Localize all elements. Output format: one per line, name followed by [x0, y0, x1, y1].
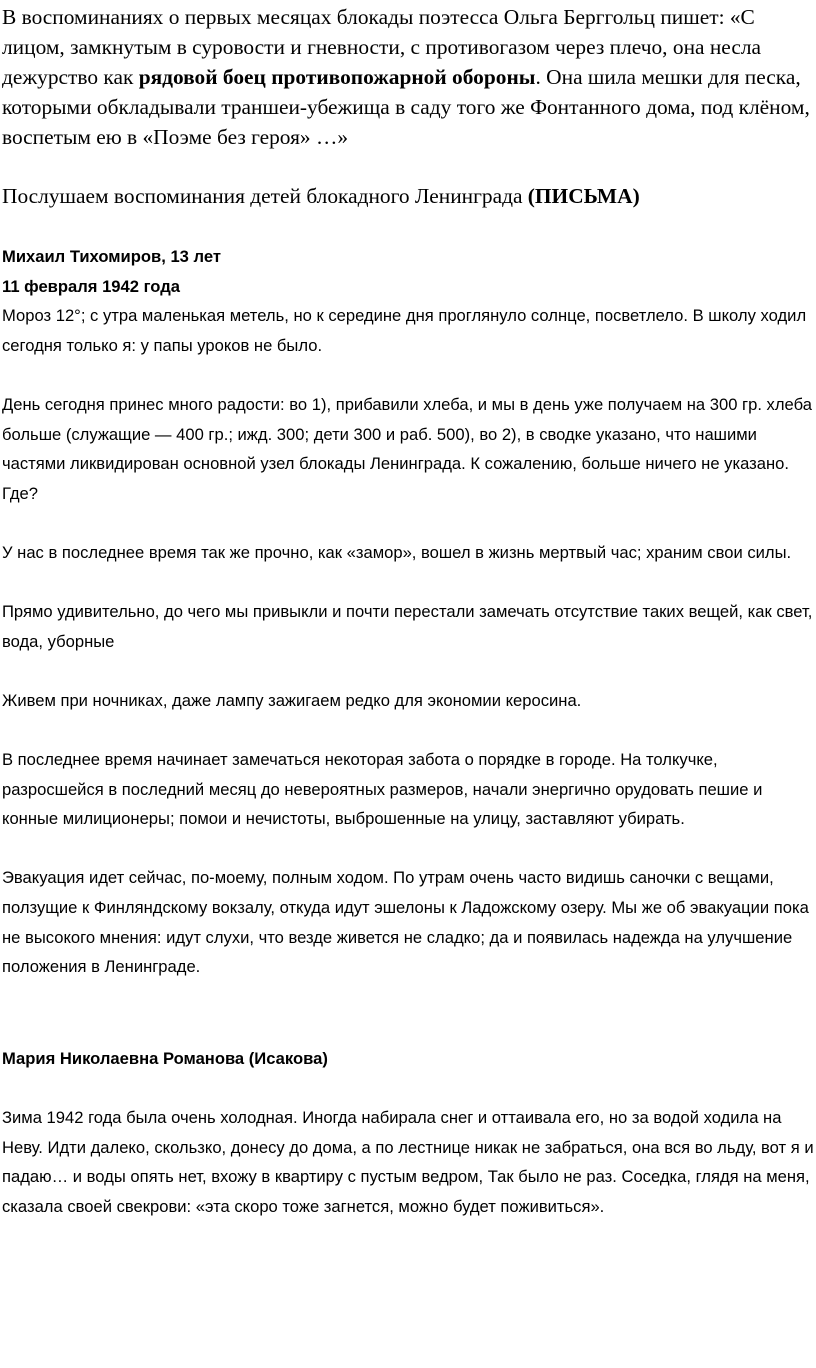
author1-paragraph-6: В последнее время начинает замечаться некоторая забота о порядке в городе. На толкучке, разросшейся в последний месяц до невероятных размеров, начали энергично орудовать пешие и конные милиционеры; помои и нечистоты, выброшенные на улицу, заставляют убирать.: [2, 750, 763, 829]
listen-text: Послушаем воспоминания детей блокадного Ленинграда: [2, 184, 528, 208]
intro-text-before: В воспоминаниях о первых месяцах блокады поэтесса Ольга Берггольц пишет: «С лицом, замкнутым в суровости и гневности, с противогазом через плечо, она несла дежурство как: [2, 5, 762, 89]
listen-paragraph: [0, 181, 814, 211]
author1-name-text: Михаил Тихомиров, 13 лет: [2, 247, 221, 266]
author1-paragraph-4: Прямо удивительно, до чего мы привыкли и почти перестали замечать отсутствие таких вещей, как свет, вода, уборные: [2, 602, 813, 651]
letters-label: (ПИСЬМА): [527, 184, 640, 208]
author2-name-text: Мария Николаевна Романова (Исакова): [2, 1049, 328, 1068]
author1-paragraph-5: Живем при ночниках, даже лампу зажигаем редко для экономии керосина.: [2, 690, 582, 710]
author1-section: [0, 242, 814, 982]
author1-paragraph-3: У нас в последнее время так же прочно, как «замор», вошел в жизнь мертвый час; храним свои силы.: [2, 542, 792, 562]
author1-paragraph-7: Эвакуация идет сейчас, по-моему, полным ходом. По утрам очень часто видишь саночки с вещами, ползущие к Финляндскому вокзалу, откуда идут эшелоны к Ладожскому озеру. Мы же об эвакуации пока не высокого мнения: идут слухи, что везде живется не сладко; да и появилась надежда на улучшение положения в Ленинграде.: [2, 868, 809, 977]
author1-paragraph-1: Мороз 12°; с утра маленькая метель, но к середине дня проглянуло солнце, посветлело. В школу ходил сегодня только я: у папы уроков не было.: [2, 306, 807, 355]
author1-paragraph-2: День сегодня принес много радости: во 1), прибавили хлеба, и мы в день уже получаем на 300 гр. хлеба больше (служащие — 400 гр.; ижд. 300; дети 300 и раб. 500), во 2), в сводке указано, что нашими частями ликвидирован основной узел блокады Ленинграда. К сожалению, больше ничего не указано. Где?: [2, 394, 812, 503]
author1-name: [0, 242, 814, 272]
author2-name: [0, 1044, 814, 1074]
author2-section: [0, 1044, 814, 1222]
author1-date-text: 11 февраля 1942 года: [2, 276, 180, 296]
author1-date: [0, 272, 814, 302]
author2-paragraph: Зима 1942 года была очень холодная. Иногда набирала снег и оттаивала его, но за водой ходила на Неву. Идти далеко, скользко, донесу до дома, а по лестнице никак не забраться, она вся во льду, вот я и падаю… и воды опять нет, вхожу в квартиру с пустым ведром, Так было не раз. Соседка, глядя на меня, сказала своей свекрови: «эта скоро тоже загнется, можно будет поживиться».: [2, 1108, 814, 1216]
intro-paragraph: [0, 2, 814, 152]
intro-section: [0, 2, 814, 152]
intro-text-after: . Она шила мешки для песка, которыми обкладывали траншеи-убежища в саду того же Фонтанного дома, под клёном, воспетым ею в «Поэме без героя» …»: [2, 65, 810, 149]
intro-bold-phrase: рядовой боец противопожарной обороны: [138, 65, 536, 89]
listen-section: [0, 181, 814, 211]
